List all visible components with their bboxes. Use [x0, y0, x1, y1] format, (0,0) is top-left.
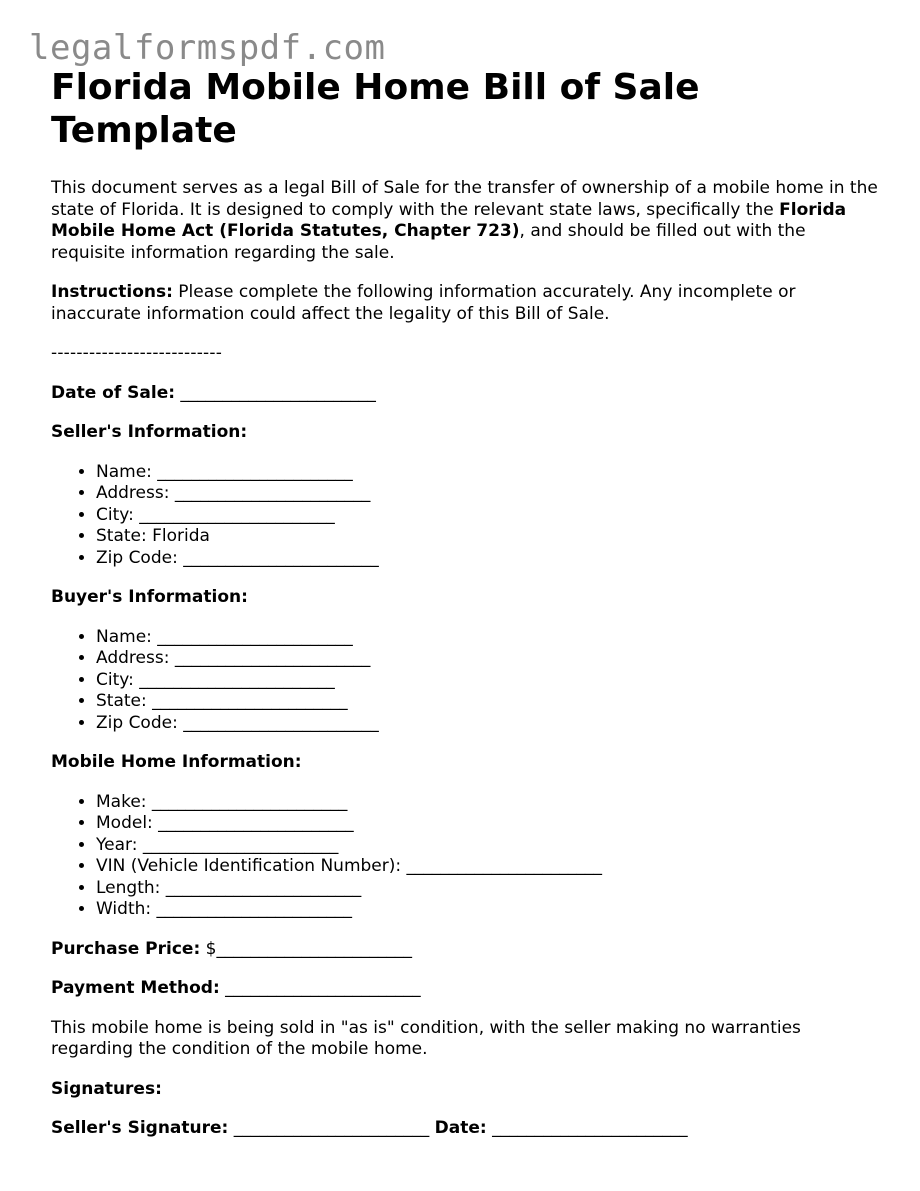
buyer-name-field[interactable]: • Name: _______________________: [96, 627, 881, 649]
document-title: Florida Mobile Home Bill of Sale Template: [51, 67, 700, 151]
watermark: legalformspdf.com: [29, 28, 386, 68]
instructions-paragraph: [51, 282, 881, 325]
seller-section-heading: Seller's Information:: [51, 422, 248, 442]
as-is-condition-paragraph: This mobile home is being sold in "as is" condition, with the seller making no warranties regarding the condition of the mobile home.: [51, 1017, 801, 1059]
seller-signature-label: Seller's Signature:: [51, 1118, 229, 1138]
date-of-sale-label: Date of Sale:: [51, 382, 176, 403]
buyer-section-heading: Buyer's Information:: [51, 587, 248, 607]
mobile-home-vin-field[interactable]: • VIN (Vehicle Identification Number): _______________________: [96, 856, 881, 878]
payment-method-field[interactable]: [51, 978, 881, 1000]
seller-zip-field[interactable]: • Zip Code: _______________________: [96, 548, 881, 570]
intro-text-start: This document serves as a legal Bill of Sale for the transfer of ownership of a mobile home in the state of Florida. It is designed to comply with the relevant state laws, specifically the: [51, 178, 878, 220]
purchase-price-blank[interactable]: $_______________________: [200, 938, 412, 959]
buyer-city-field[interactable]: • City: _______________________: [96, 670, 881, 692]
signature-date-label: Date:: [434, 1118, 487, 1138]
mobile-home-width-field[interactable]: • Width: _______________________: [96, 899, 881, 921]
mobile-home-model-field[interactable]: • Model: _______________________: [96, 813, 881, 835]
mobile-home-field-list: [51, 792, 881, 921]
payment-method-label: Payment Method:: [51, 978, 220, 998]
intro-paragraph: [51, 178, 881, 264]
instructions-label: Instructions:: [51, 282, 173, 302]
mobile-home-year-field[interactable]: • Year: _______________________: [96, 835, 881, 857]
buyer-state-field[interactable]: • State: _______________________: [96, 691, 881, 713]
seller-signature-blank[interactable]: _______________________: [228, 1118, 435, 1138]
purchase-price-field[interactable]: [51, 939, 881, 961]
intro-statute-reference: Florida Mobile Home Act (Florida Statutes, Chapter 723): [51, 199, 847, 241]
seller-state-field: • State: Florida: [96, 526, 881, 548]
buyer-zip-field[interactable]: • Zip Code: _______________________: [96, 713, 881, 735]
buyer-field-list: [51, 627, 881, 735]
seller-signature-line: [51, 1118, 881, 1140]
intro-text-end: , and should be filled out with the requisite information regarding the sale.: [51, 221, 806, 263]
mobile-home-section-heading: Mobile Home Information:: [51, 752, 302, 772]
mobile-home-make-field[interactable]: • Make: _______________________: [96, 792, 881, 814]
buyer-address-field[interactable]: • Address: _______________________: [96, 648, 881, 670]
seller-field-list: [51, 462, 881, 570]
payment-method-blank[interactable]: _______________________: [219, 978, 421, 998]
divider-line: ---------------------------: [51, 343, 223, 363]
purchase-price-label: Purchase Price:: [51, 938, 201, 959]
signature-date-blank[interactable]: _______________________: [486, 1118, 688, 1138]
date-of-sale-field[interactable]: [51, 383, 881, 405]
instructions-text: Please complete the following information accurately. Any incomplete or inaccurate information could affect the legality of this Bill of Sale.: [51, 282, 796, 324]
seller-city-field[interactable]: • City: _______________________: [96, 505, 881, 527]
signatures-heading: Signatures:: [51, 1078, 162, 1099]
seller-name-field[interactable]: • Name: _______________________: [96, 462, 881, 484]
mobile-home-length-field[interactable]: • Length: _______________________: [96, 878, 881, 900]
date-of-sale-blank[interactable]: _______________________: [175, 382, 376, 403]
document-body: [51, 66, 881, 1140]
seller-address-field[interactable]: • Address: _______________________: [96, 483, 881, 505]
